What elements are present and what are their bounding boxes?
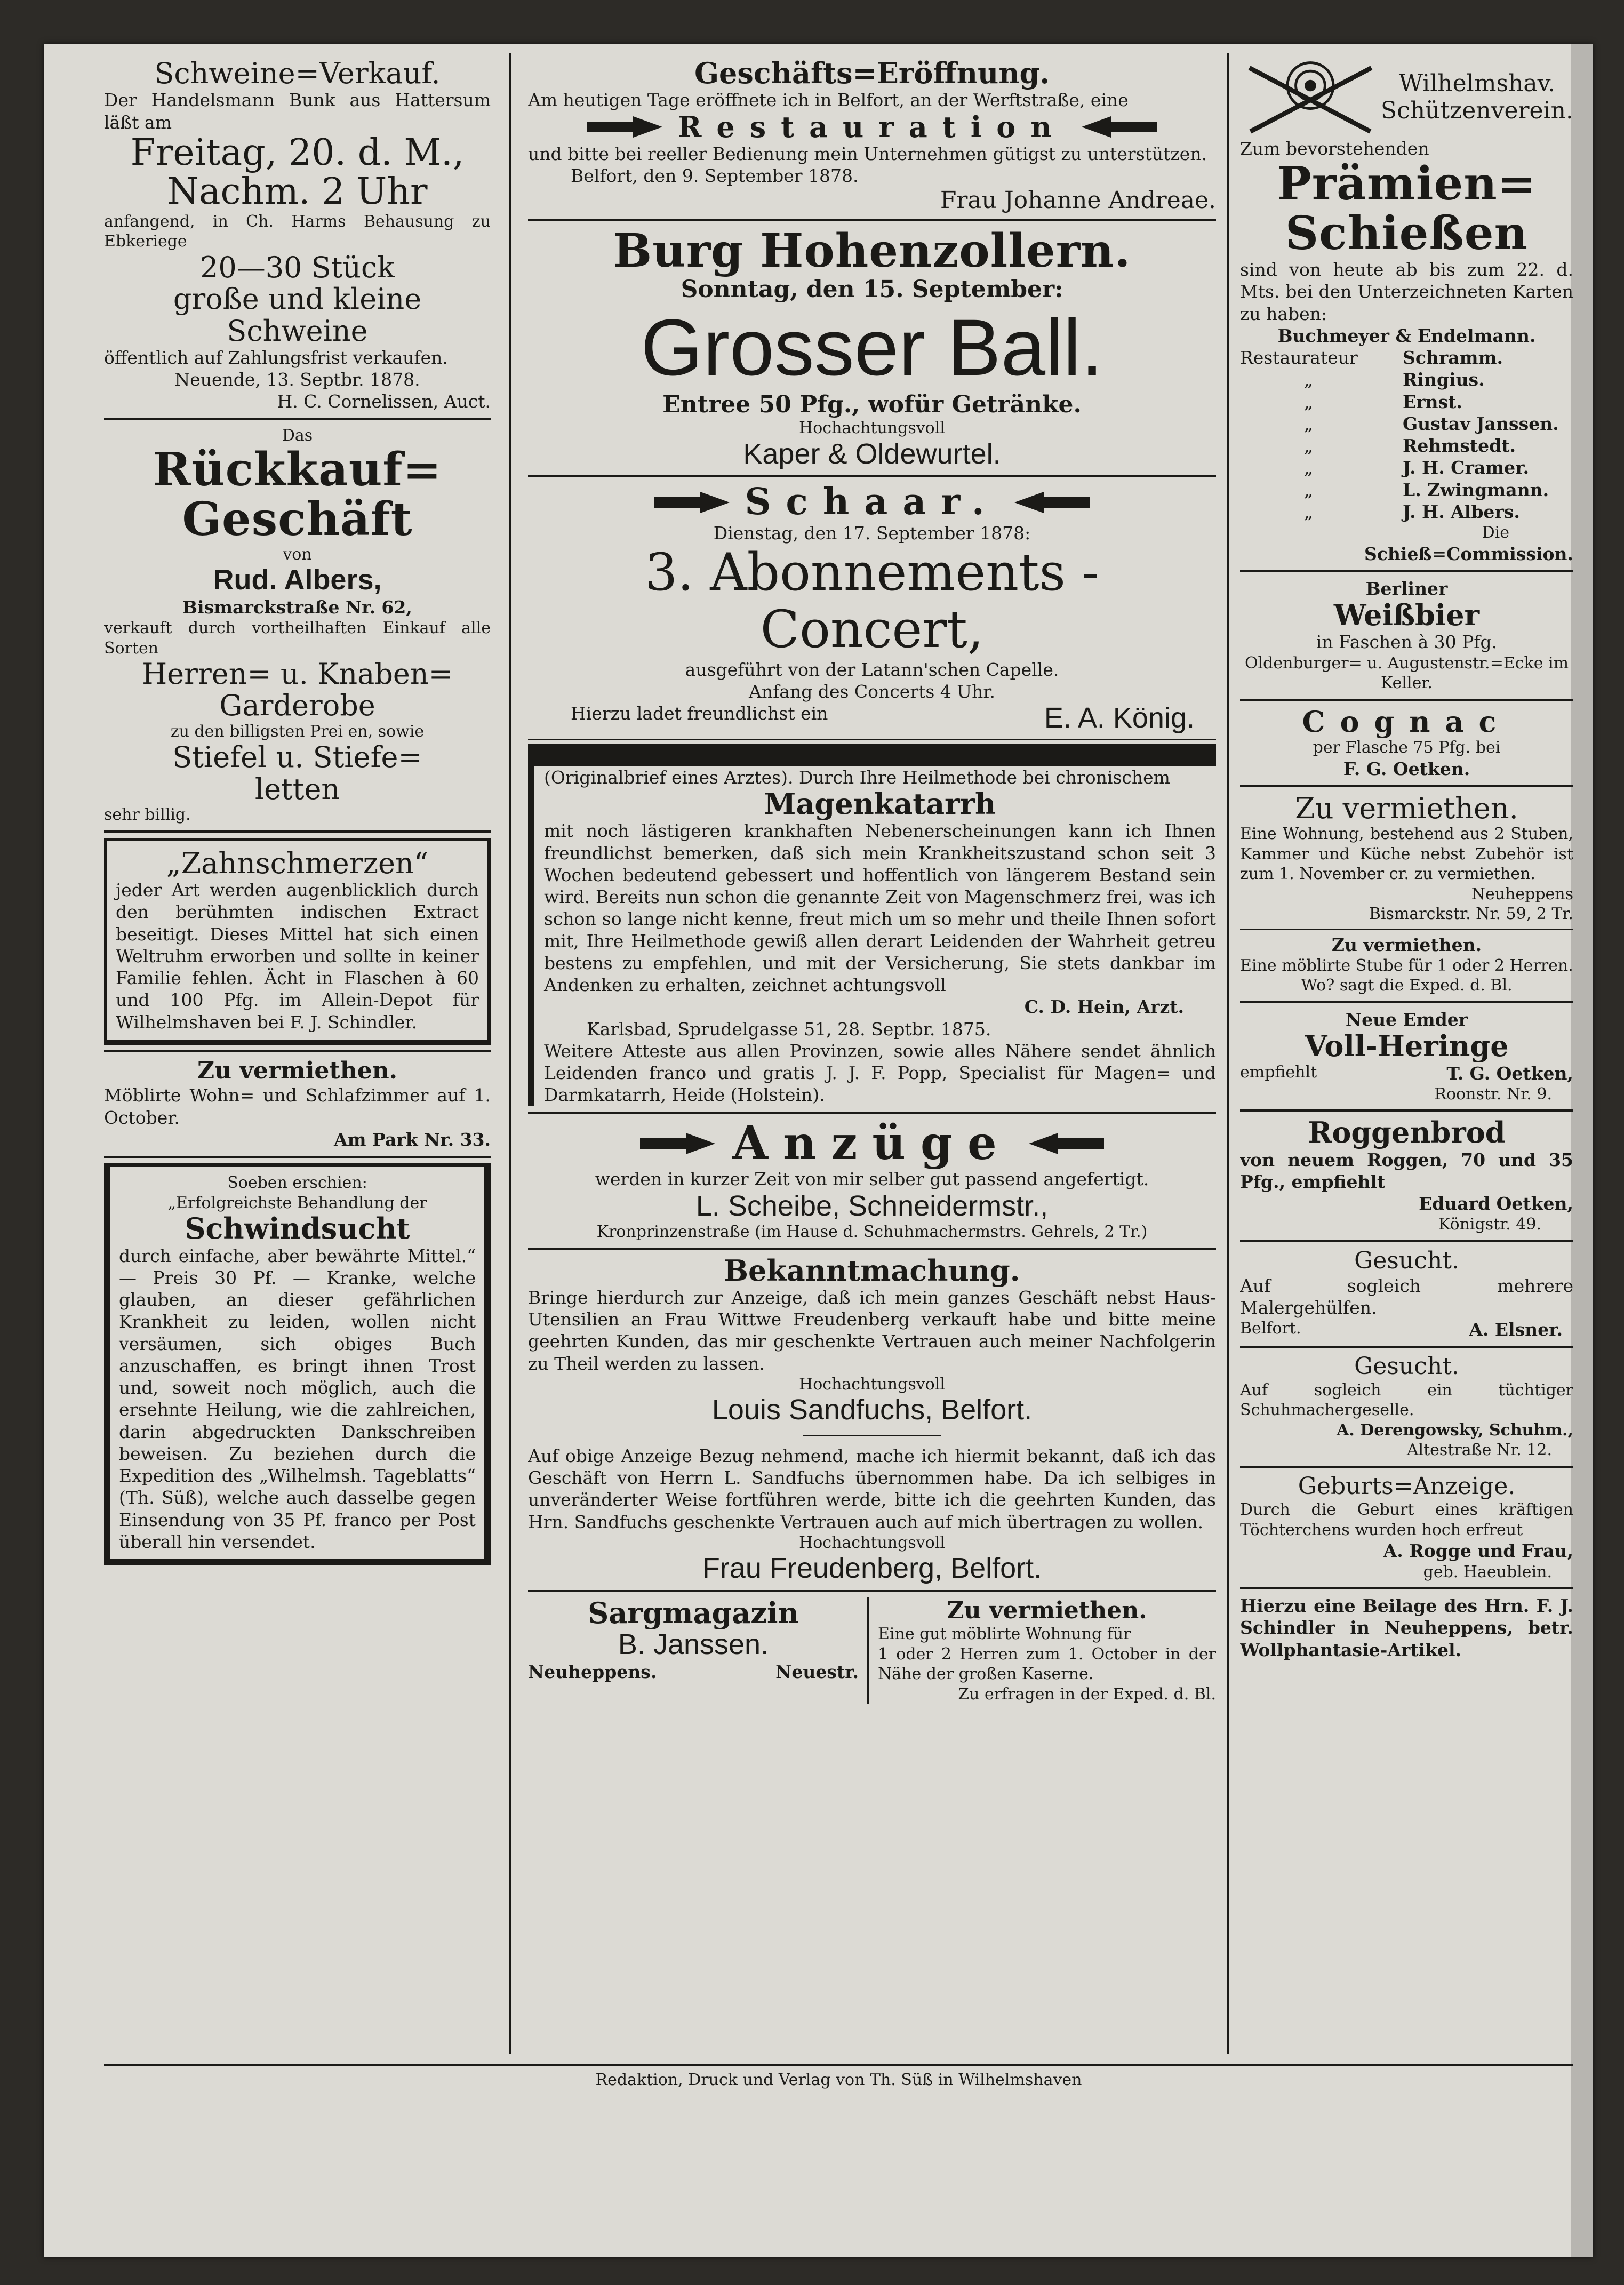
ad-text: 1 oder 2 Herren zum 1. October in der Nähe der großen Kaserne. xyxy=(878,1644,1216,1684)
ad-title: Schießen xyxy=(1285,206,1528,261)
ad-vermiethen-2 xyxy=(869,1597,1216,1705)
ad-burg-hohenzollern xyxy=(528,224,1216,470)
ad-title: Geburts=Anzeige. xyxy=(1298,1472,1516,1500)
list-name: Schramm. xyxy=(1403,347,1503,368)
ad-text: Am heutigen Tage eröffnete ich in Belfort, an der Werftstraße, eine xyxy=(528,90,1129,111)
list-item xyxy=(1240,501,1573,523)
ad-gesucht-1 xyxy=(1240,1248,1573,1340)
ad-title: Geschäfts=Eröffnung. xyxy=(694,58,1050,90)
ad-vermiethen-4 xyxy=(1240,934,1573,996)
list-name: L. Zwingmann. xyxy=(1403,479,1549,500)
split-ads xyxy=(528,1597,1216,1705)
ad-signature: A. Rogge und Frau, xyxy=(1383,1540,1573,1562)
ad-text: empfiehlt xyxy=(1240,1062,1317,1082)
divider xyxy=(1240,1240,1573,1242)
ad-text: (Originalbrief eines Arztes). Durch Ihre Heilmethode bei chronischem xyxy=(544,766,1170,788)
ad-text: Weitere Atteste aus allen Provinzen, sowie alles Nähere sendet ähnlich Leidenden franco und gratis J. J. F. Popp, Specialist für Magen= und Darmkatarrh, Heide (Holstein). xyxy=(544,1040,1216,1106)
ad-text: Neue Emder xyxy=(1345,1009,1468,1030)
ad-vermiethen-3 xyxy=(1240,793,1573,924)
divider xyxy=(1240,1109,1573,1112)
hering-sign-row xyxy=(1240,1062,1573,1084)
ad-text: Oldenburger= u. Augustenstr.=Ecke im Keller. xyxy=(1244,653,1569,693)
pointing-hand-icon xyxy=(1013,490,1091,515)
divider xyxy=(528,475,1216,477)
ad-date: Freitag, 20. d. M., xyxy=(130,131,465,174)
ditto-mark: „ xyxy=(1304,479,1314,500)
magen-body xyxy=(528,766,1216,1106)
ad-title: Schweine=Verkauf. xyxy=(154,58,441,90)
anzuege-row xyxy=(528,1116,1216,1170)
crossed-rifles-target-icon xyxy=(1240,58,1381,138)
restaurateur-list xyxy=(1240,347,1573,523)
ad-schaar xyxy=(528,483,1216,734)
beilage-notice xyxy=(1240,1595,1573,1661)
ad-address: Neuestr. xyxy=(775,1661,859,1682)
ad-text: von neuem Roggen, 70 und 35 Pfg., empfiehlt xyxy=(1240,1149,1573,1192)
ad-title: Magenkatarrh xyxy=(764,786,996,821)
ad-address: Königstr. 49. xyxy=(1438,1215,1541,1234)
ad-title: Schwindsucht xyxy=(185,1211,410,1246)
divider xyxy=(1240,570,1573,572)
ad-title: Zu vermiethen. xyxy=(1331,934,1482,955)
ad-text: Auf sogleich ein tüchtiger Schuhmachergeselle. xyxy=(1240,1380,1573,1420)
ad-magenkatarrh xyxy=(528,744,1216,1106)
ad-date: Sonntag, den 15. September: xyxy=(681,276,1063,303)
column-right xyxy=(1240,58,1573,2055)
ad-title: Bekanntmachung. xyxy=(724,1253,1020,1288)
club-header xyxy=(1240,58,1573,138)
divider xyxy=(1240,699,1573,701)
ad-address: Am Park Nr. 33. xyxy=(334,1129,491,1150)
column-rule-1 xyxy=(509,53,511,2054)
ad-text: Hierzu eine Beilage des Hrn. F. J. Schindler in Neuheppens, betr. Wollphantasie-Artikel. xyxy=(1240,1595,1573,1660)
ad-subtitle: Restauration xyxy=(677,109,1067,144)
ditto-mark: „ xyxy=(1304,457,1314,478)
ad-firm: Buchmeyer & Endelmann. xyxy=(1277,325,1536,346)
divider xyxy=(528,739,1216,740)
divider xyxy=(528,1112,1216,1114)
ad-title: Zu vermiethen. xyxy=(1295,791,1518,825)
ad-text: Hochachtungsvoll xyxy=(799,1533,945,1552)
ad-rueckkauf xyxy=(104,426,491,825)
list-name: J. H. Cramer. xyxy=(1403,457,1529,478)
list-name: Ernst. xyxy=(1403,391,1462,412)
ad-title: Roggenbrod xyxy=(1308,1115,1506,1150)
invite-row xyxy=(528,702,1216,734)
ad-text: anfangend, in Ch. Harms Behausung zu Ebkeriege xyxy=(104,212,491,251)
ad-address: Kronprinzenstraße (im Hause d. Schuhmachermstrs. Gehrels, 2 Tr.) xyxy=(596,1223,1148,1242)
list-name: J. H. Albers. xyxy=(1403,501,1520,522)
ad-title: Weißbier xyxy=(1333,598,1480,632)
pointing-hand-icon xyxy=(639,1131,716,1156)
ad-title: Cognac xyxy=(1302,704,1511,739)
ad-signature: F. G. Oetken. xyxy=(1343,758,1470,779)
ad-place-date: Neuende, 13. Septbr. 1878. xyxy=(174,369,420,390)
ad-text: ausgeführt von der Latann'schen Capelle. xyxy=(685,659,1059,680)
ad-text: Hochachtungsvoll xyxy=(799,419,945,438)
ad-text: mit noch lästigeren krankhaften Nebenerscheinungen kann ich Ihnen freundlichst bemerken, daß sich mein Krankheitszustand schon seit 3 Wochen bedeutend gebessert und hoffentlich von längerem Bestand sein wird. Bereits nun schon die genannte Zeit von Magenschmerz frei, was ich schon so lange nicht kenne, freut mich um so mehr und theile Ihnen sofort mit, Ihre Heilmethode gewiß allen derart Leidenden der Wahrheit getreu bestens zu empfehlen, und mit der Versicherung, Sie stets dankbar im Andenken zu erhalten, zeichnet achtungsvoll xyxy=(544,820,1216,996)
ad-address: Roonstr. Nr. 9. xyxy=(1434,1084,1552,1104)
ad-name: Rud. Albers, xyxy=(213,564,382,596)
ad-title: Prämien= xyxy=(1277,157,1537,211)
ad-text: Bringe hierdurch zur Anzeige, daß ich mein ganzes Geschäft nebst Haus-Utensilien an Frau Wittwe Freudenberg verkauft habe und bitte meine geehrten Kunden, das mir geschenkte Vertrauen auch meiner Nachfolgerin zu Theil werden zu lassen. xyxy=(528,1287,1216,1374)
ad-text: geb. Haeublein. xyxy=(1423,1562,1552,1581)
ad-signature: H. C. Cornelissen, Auct. xyxy=(277,391,491,412)
ad-gesucht-2 xyxy=(1240,1353,1573,1460)
divider xyxy=(104,418,491,420)
divider xyxy=(1240,1587,1573,1589)
pointing-hand-icon xyxy=(586,114,663,140)
ad-title: Schaar. xyxy=(745,481,999,524)
list-name: Ringius. xyxy=(1403,369,1485,390)
ad-text: Soeben erschien: xyxy=(227,1173,367,1193)
ad-signature: A. Elsner. xyxy=(1469,1319,1563,1340)
ad-geburts-anzeige xyxy=(1240,1473,1573,1582)
pointing-hand-icon xyxy=(1081,114,1158,140)
ad-title: Anzüge xyxy=(732,1116,1012,1170)
ad-title: Sargmagazin xyxy=(588,1595,799,1630)
list-item xyxy=(1240,347,1573,369)
schaar-row xyxy=(528,483,1216,522)
ad-bekanntmachung xyxy=(528,1255,1216,1585)
divider xyxy=(104,1156,491,1158)
ad-text: Durch die Geburt eines kräftigen Töchterchens wurden hoch erfreut xyxy=(1240,1500,1573,1539)
ad-text: Wo? sagt die Exped. d. Bl. xyxy=(1301,976,1513,995)
imprint-footer xyxy=(104,2064,1573,2090)
ad-goods: Stiefel u. Stiefe= xyxy=(172,740,422,774)
ad-text: Der Handelsmann Bunk aus Hattersum läßt am xyxy=(104,90,491,133)
list-item xyxy=(1240,391,1573,413)
ad-schuetzenverein xyxy=(1240,58,1573,565)
page-edge xyxy=(1571,44,1593,2257)
ad-text: per Flasche 75 Pfg. bei xyxy=(1313,738,1501,757)
ditto-mark: „ xyxy=(1304,435,1314,456)
ad-text: Auf obige Anzeige Bezug nehmend, mache ich hiermit bekannt, daß ich das Geschäft von Herrn L. Sandfuchs übernommen habe. Da ich selbiges in unveränderter Weise fortführen werde, bitte ich die geehrten Kunden, das Hrn. Sandfuchs geschenkte Vertrauen auch auf mich übertragen zu wollen. xyxy=(528,1445,1216,1532)
ad-name: B. Janssen. xyxy=(618,1628,769,1661)
ad-signature: C. D. Hein, Arzt. xyxy=(1024,996,1184,1018)
ad-place-date: Karlsbad, Sprudelgasse 51, 28. Septbr. 1875. xyxy=(587,1018,991,1040)
club-name-line: Wilhelmshav. xyxy=(1398,70,1556,98)
list-item xyxy=(1240,435,1573,457)
ad-address: Altestraße Nr. 12. xyxy=(1406,1441,1552,1460)
column-rule-2 xyxy=(1227,53,1229,2054)
ad-time: Nachm. 2 Uhr xyxy=(167,171,428,213)
column-middle xyxy=(528,58,1216,2055)
ad-text: öffentlich auf Zahlungsfrist verkaufen. xyxy=(104,347,448,368)
ad-text: Eine Wohnung, bestehend aus 2 Stuben, Kammer und Küche nebst Zubehör ist zum 1. November cr. zu vermiethen. xyxy=(1240,825,1573,884)
ad-text: jeder Art werden augenblicklich durch den berühmten indischen Extract beseitigt. Dieses Mittel hat sich einen Weltruhm erworben und sollte in keiner Familie fehlen. Ächt in Flaschen à 60 und 100 Pfg. im Allein-Depot für Wilhelmshaven bei F. J. Schindler. xyxy=(116,880,479,1033)
ad-geschaefts-eroeffnung xyxy=(528,58,1216,214)
ad-signature: Schieß=Commission. xyxy=(1364,543,1573,564)
black-bar xyxy=(528,744,1216,766)
list-item xyxy=(1240,369,1573,390)
ad-text: werden in kurzer Zeit von mir selber gut passend angefertigt. xyxy=(595,1169,1149,1190)
ad-text: und bitte bei reeller Bedienung mein Unternehmen gütigst zu unterstützen. xyxy=(528,143,1207,165)
ad-title: Gesucht. xyxy=(1354,1353,1459,1380)
ad-text: von xyxy=(283,545,312,564)
ad-voll-heringe xyxy=(1240,1009,1573,1104)
ad-title: Gesucht. xyxy=(1354,1247,1459,1274)
list-label: Restaurateur xyxy=(1240,347,1358,368)
ditto-mark: „ xyxy=(1304,369,1314,390)
ad-zahnschmerzen xyxy=(104,838,491,1045)
ad-title: Voll-Heringe xyxy=(1305,1029,1509,1064)
sarg-address-row xyxy=(528,1661,859,1683)
ad-text: Zum bevorstehenden xyxy=(1240,138,1429,159)
ad-roggenbrod xyxy=(1240,1117,1573,1235)
divider xyxy=(104,1050,491,1052)
pointing-hand-icon xyxy=(1028,1131,1105,1156)
ad-title: Zu vermiethen. xyxy=(197,1057,398,1084)
ad-text: Hochachtungsvoll xyxy=(799,1375,945,1394)
ad-text: Eine möblirte Stube für 1 oder 2 Herren. xyxy=(1240,956,1573,975)
ad-text: sehr billig. xyxy=(104,805,191,825)
ad-place: Neuheppens. xyxy=(528,1661,657,1682)
club-name xyxy=(1381,70,1573,124)
divider xyxy=(1240,1346,1573,1348)
divider xyxy=(528,1248,1216,1250)
ad-text: verkauft durch vortheilhaften Einkauf alle Sorten xyxy=(104,619,491,658)
ad-address: Bismarckstraße Nr. 62, xyxy=(182,596,412,618)
list-name: Gustav Janssen. xyxy=(1403,413,1559,434)
ad-title: Burg Hohenzollern. xyxy=(613,224,1131,278)
ad-item: große und kleine xyxy=(173,282,422,316)
ad-text: Zu erfragen in der Exped. d. Bl. xyxy=(958,1684,1216,1704)
ad-text: Auf sogleich mehrere Malergehülfen. xyxy=(1240,1275,1573,1318)
divider xyxy=(528,1590,1216,1592)
divider xyxy=(1240,1466,1573,1468)
ad-title: Rückkauf= xyxy=(153,443,442,497)
ad-goods: letten xyxy=(254,772,340,806)
divider xyxy=(104,830,491,833)
ad-signature: Louis Sandfuchs, Belfort. xyxy=(711,1394,1033,1426)
list-item xyxy=(1240,413,1573,435)
ad-anzuege xyxy=(528,1116,1216,1242)
ad-text: sind von heute ab bis zum 22. d. Mts. bei den Unterzeichneten Karten zu haben: xyxy=(1240,259,1573,324)
ad-signature: E. A. König. xyxy=(1044,702,1195,734)
ad-weissbier xyxy=(1240,578,1573,693)
ad-signature: Kaper & Oldewurtel. xyxy=(743,437,1001,470)
divider xyxy=(1240,929,1573,930)
divider xyxy=(1240,1001,1573,1003)
list-item xyxy=(1240,457,1573,478)
ad-cognac xyxy=(1240,706,1573,780)
list-item xyxy=(1240,479,1573,501)
ad-text: Entree 50 Pfg., wofür Getränke. xyxy=(662,390,1082,418)
ad-text: „Erfolgreichste Behandlung der xyxy=(167,1193,427,1212)
club-name-line: Schützenverein. xyxy=(1380,97,1573,124)
ad-title: Geschäft xyxy=(182,492,413,547)
ad-goods: Garderobe xyxy=(219,689,375,723)
ad-signature: T. G. Oetken, xyxy=(1446,1062,1573,1084)
ad-count: 20—30 Stück xyxy=(199,250,395,284)
ad-text: Möblirte Wohn= und Schlafzimmer auf 1. October. xyxy=(104,1085,491,1128)
divider xyxy=(1240,785,1573,787)
ad-schweine-verkauf xyxy=(104,58,491,413)
ad-headline: 3. Abonnements - Concert, xyxy=(645,542,1099,660)
ad-address: Bismarckstr. Nr. 59, 2 Tr. xyxy=(1369,905,1573,924)
ad-text: in Faschen à 30 Pfg. xyxy=(1316,632,1498,653)
ad-sargmagazin xyxy=(528,1597,869,1705)
ad-vermiethen-1 xyxy=(104,1058,491,1151)
divider xyxy=(528,219,1216,221)
ad-date: Dienstag, den 17. September 1878: xyxy=(713,522,1031,544)
ad-text: Hierzu ladet freundlichst ein xyxy=(571,703,828,724)
list-name: Rehmstedt. xyxy=(1403,435,1516,456)
ad-text: Berliner xyxy=(1365,578,1448,599)
ad-text: Anfang des Concerts 4 Uhr. xyxy=(749,681,995,702)
ad-schwindsucht xyxy=(104,1163,491,1565)
ad-headline: Grosser Ball. xyxy=(641,302,1103,392)
ad-title: Zu vermiethen. xyxy=(947,1596,1147,1624)
ditto-mark: „ xyxy=(1304,413,1314,434)
pointing-hand-icon xyxy=(653,490,731,515)
ad-place: Neuheppens xyxy=(1471,884,1573,904)
ad-item: Schweine xyxy=(227,314,368,348)
ditto-mark: „ xyxy=(1304,391,1314,412)
ad-signature: L. Scheibe, Schneidermstr., xyxy=(695,1189,1049,1222)
ditto-mark: „ xyxy=(1304,501,1314,522)
ad-signature: Frau Freudenberg, Belfort. xyxy=(702,1552,1042,1585)
ad-place-date: Belfort, den 9. September 1878. xyxy=(571,165,859,187)
restauration-row xyxy=(528,111,1216,143)
ad-text: Die xyxy=(1482,523,1509,542)
divider xyxy=(803,1435,941,1436)
ad-text: Eine gut möblirte Wohnung für xyxy=(878,1625,1131,1644)
imprint-text: Redaktion, Druck und Verlag von Th. Süß in Wilhelmshaven xyxy=(595,2071,1082,2089)
ad-signature: A. Derengowsky, Schuhm., xyxy=(1337,1420,1573,1440)
ad-text: Das xyxy=(282,426,313,445)
ad-signature: Frau Johanne Andreae. xyxy=(940,186,1216,214)
ges1-sign-row xyxy=(1240,1319,1573,1340)
ad-title: „Zahnschmerzen“ xyxy=(166,846,429,880)
ad-goods: Herren= u. Knaben= xyxy=(142,657,453,691)
ad-text: zu den billigsten Prei en, sowie xyxy=(170,722,425,741)
ad-text: durch einfache, aber bewährte Mittel.“ — Preis 30 Pf. — Kranke, welche glauben, an dieser gefährlichen Krankheit zu leiden, wollen nicht versäumen, sich obiges Buch anzuschaffen, es bringt ihnen Trost und, soweit noch möglich, auch die ersehnte Heilung, wie die zahlreichen, darin abgedruckten Dankschreiben beweisen. Zu beziehen durch die Expedition des „Wilhelmsh. Tageblatts“ (Th. Süß), welche auch dasselbe gegen Einsendung von 35 Pf. franco per Post überall hin versendet. xyxy=(119,1245,476,1552)
ad-signature: Eduard Oetken, xyxy=(1419,1193,1573,1215)
ad-place: Belfort. xyxy=(1240,1319,1301,1338)
column-left xyxy=(104,58,491,2055)
